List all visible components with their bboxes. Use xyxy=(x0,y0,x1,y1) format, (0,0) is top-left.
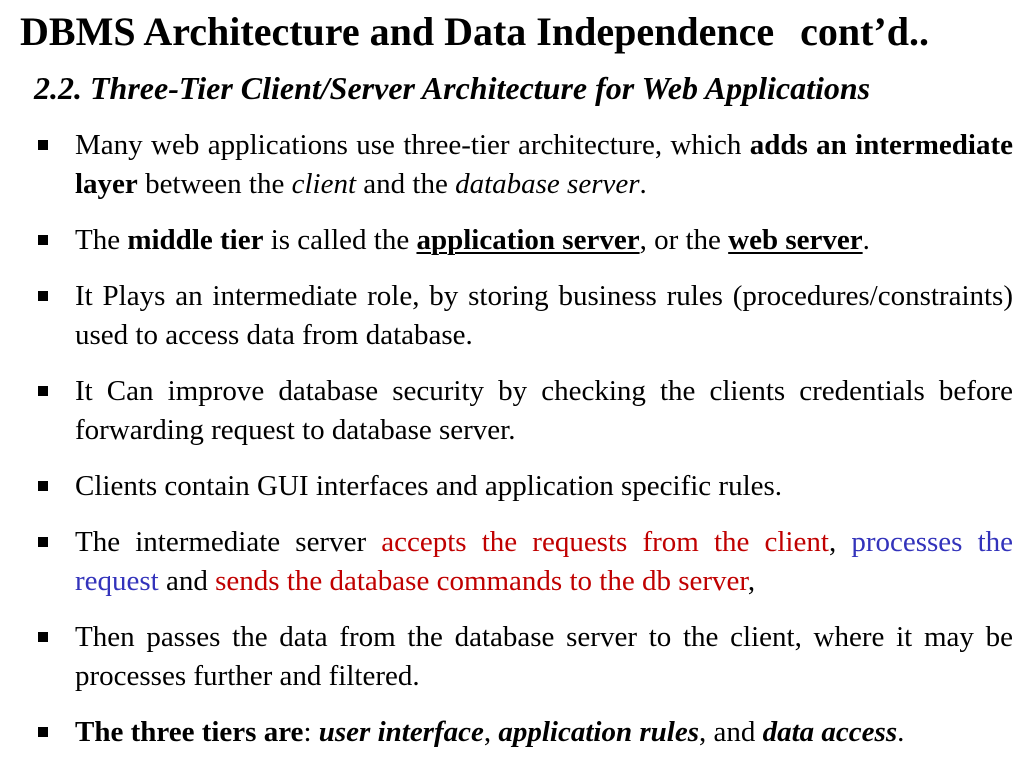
bullet-text: The xyxy=(75,224,128,256)
slide-title xyxy=(20,8,929,56)
bullet-highlight-accepts: accepts the requests from the client xyxy=(381,526,829,558)
bullet-text: . xyxy=(897,716,905,748)
bullet-text: It Plays an intermediate role, by storing business rules (procedures/constraints) used to access data from database. xyxy=(75,280,1013,351)
bullet-highlight-processes: processes the request xyxy=(75,526,1014,597)
slide-subtitle: 2.2. Three-Tier Client/Server Architecture for Web Applications xyxy=(34,70,871,106)
bullet-emphasis: middle tier xyxy=(127,224,264,256)
bullet-emphasis: The three tiers are xyxy=(75,716,304,748)
bullet-item-intermediate-server xyxy=(0,523,1024,601)
bullet-text: The intermediate server xyxy=(75,526,382,558)
bullet-term-application-rules: application rules xyxy=(498,716,699,748)
bullet-item-security xyxy=(0,372,1024,450)
square-bullet-icon xyxy=(38,235,48,245)
bullet-text: , xyxy=(483,716,499,748)
bullet-text: and xyxy=(158,565,216,597)
bullet-highlight-sends: sends the database commands to the db server xyxy=(215,565,748,597)
bullet-item-intermediate-role xyxy=(0,277,1024,355)
bullet-text: Clients contain GUI interfaces and application specific rules. xyxy=(75,470,783,502)
bullet-term-database-server: database server xyxy=(455,168,640,200)
square-bullet-icon xyxy=(38,727,48,737)
bullet-text: and the xyxy=(356,168,456,200)
bullet-term-application-server: application server xyxy=(416,224,640,256)
bullet-text: . xyxy=(639,168,647,200)
bullet-text: Then passes the data from the database server to the client, where it may be processes further and filtered. xyxy=(75,621,1013,692)
bullet-term-user-interface: user interface xyxy=(318,716,484,748)
bullet-text: Many web applications use three-tier architecture, which xyxy=(75,129,750,161)
bullet-text: between the xyxy=(137,168,292,200)
bullet-item-clients xyxy=(0,467,1024,506)
bullet-term-data-access: data access xyxy=(762,716,898,748)
square-bullet-icon xyxy=(38,537,48,547)
square-bullet-icon xyxy=(38,632,48,642)
bullet-item-three-tier xyxy=(0,126,1024,204)
bullet-text: , xyxy=(747,565,756,597)
bullet-list xyxy=(0,126,1024,769)
bullet-emphasis: adds an intermediate layer xyxy=(75,129,1013,200)
bullet-item-three-tiers xyxy=(0,713,1024,752)
bullet-text: , and xyxy=(698,716,763,748)
bullet-term-web-server: web server xyxy=(728,224,863,256)
square-bullet-icon xyxy=(38,481,48,491)
title-suffix: cont’d.. xyxy=(800,9,929,54)
bullet-text: , xyxy=(828,526,852,558)
square-bullet-icon xyxy=(38,291,48,301)
bullet-text: It Can improve database security by checking the clients credentials before forwarding request to database server. xyxy=(75,375,1013,446)
bullet-term-client: client xyxy=(291,168,357,200)
bullet-item-passes-data xyxy=(0,618,1024,696)
bullet-item-middle-tier xyxy=(0,221,1024,260)
square-bullet-icon xyxy=(38,140,48,150)
bullet-text: : xyxy=(303,716,319,748)
bullet-text: , or the xyxy=(639,224,729,256)
bullet-text: . xyxy=(862,224,870,256)
title-main: DBMS Architecture and Data Independence xyxy=(20,9,775,54)
bullet-text: is called the xyxy=(263,224,417,256)
square-bullet-icon xyxy=(38,386,48,396)
